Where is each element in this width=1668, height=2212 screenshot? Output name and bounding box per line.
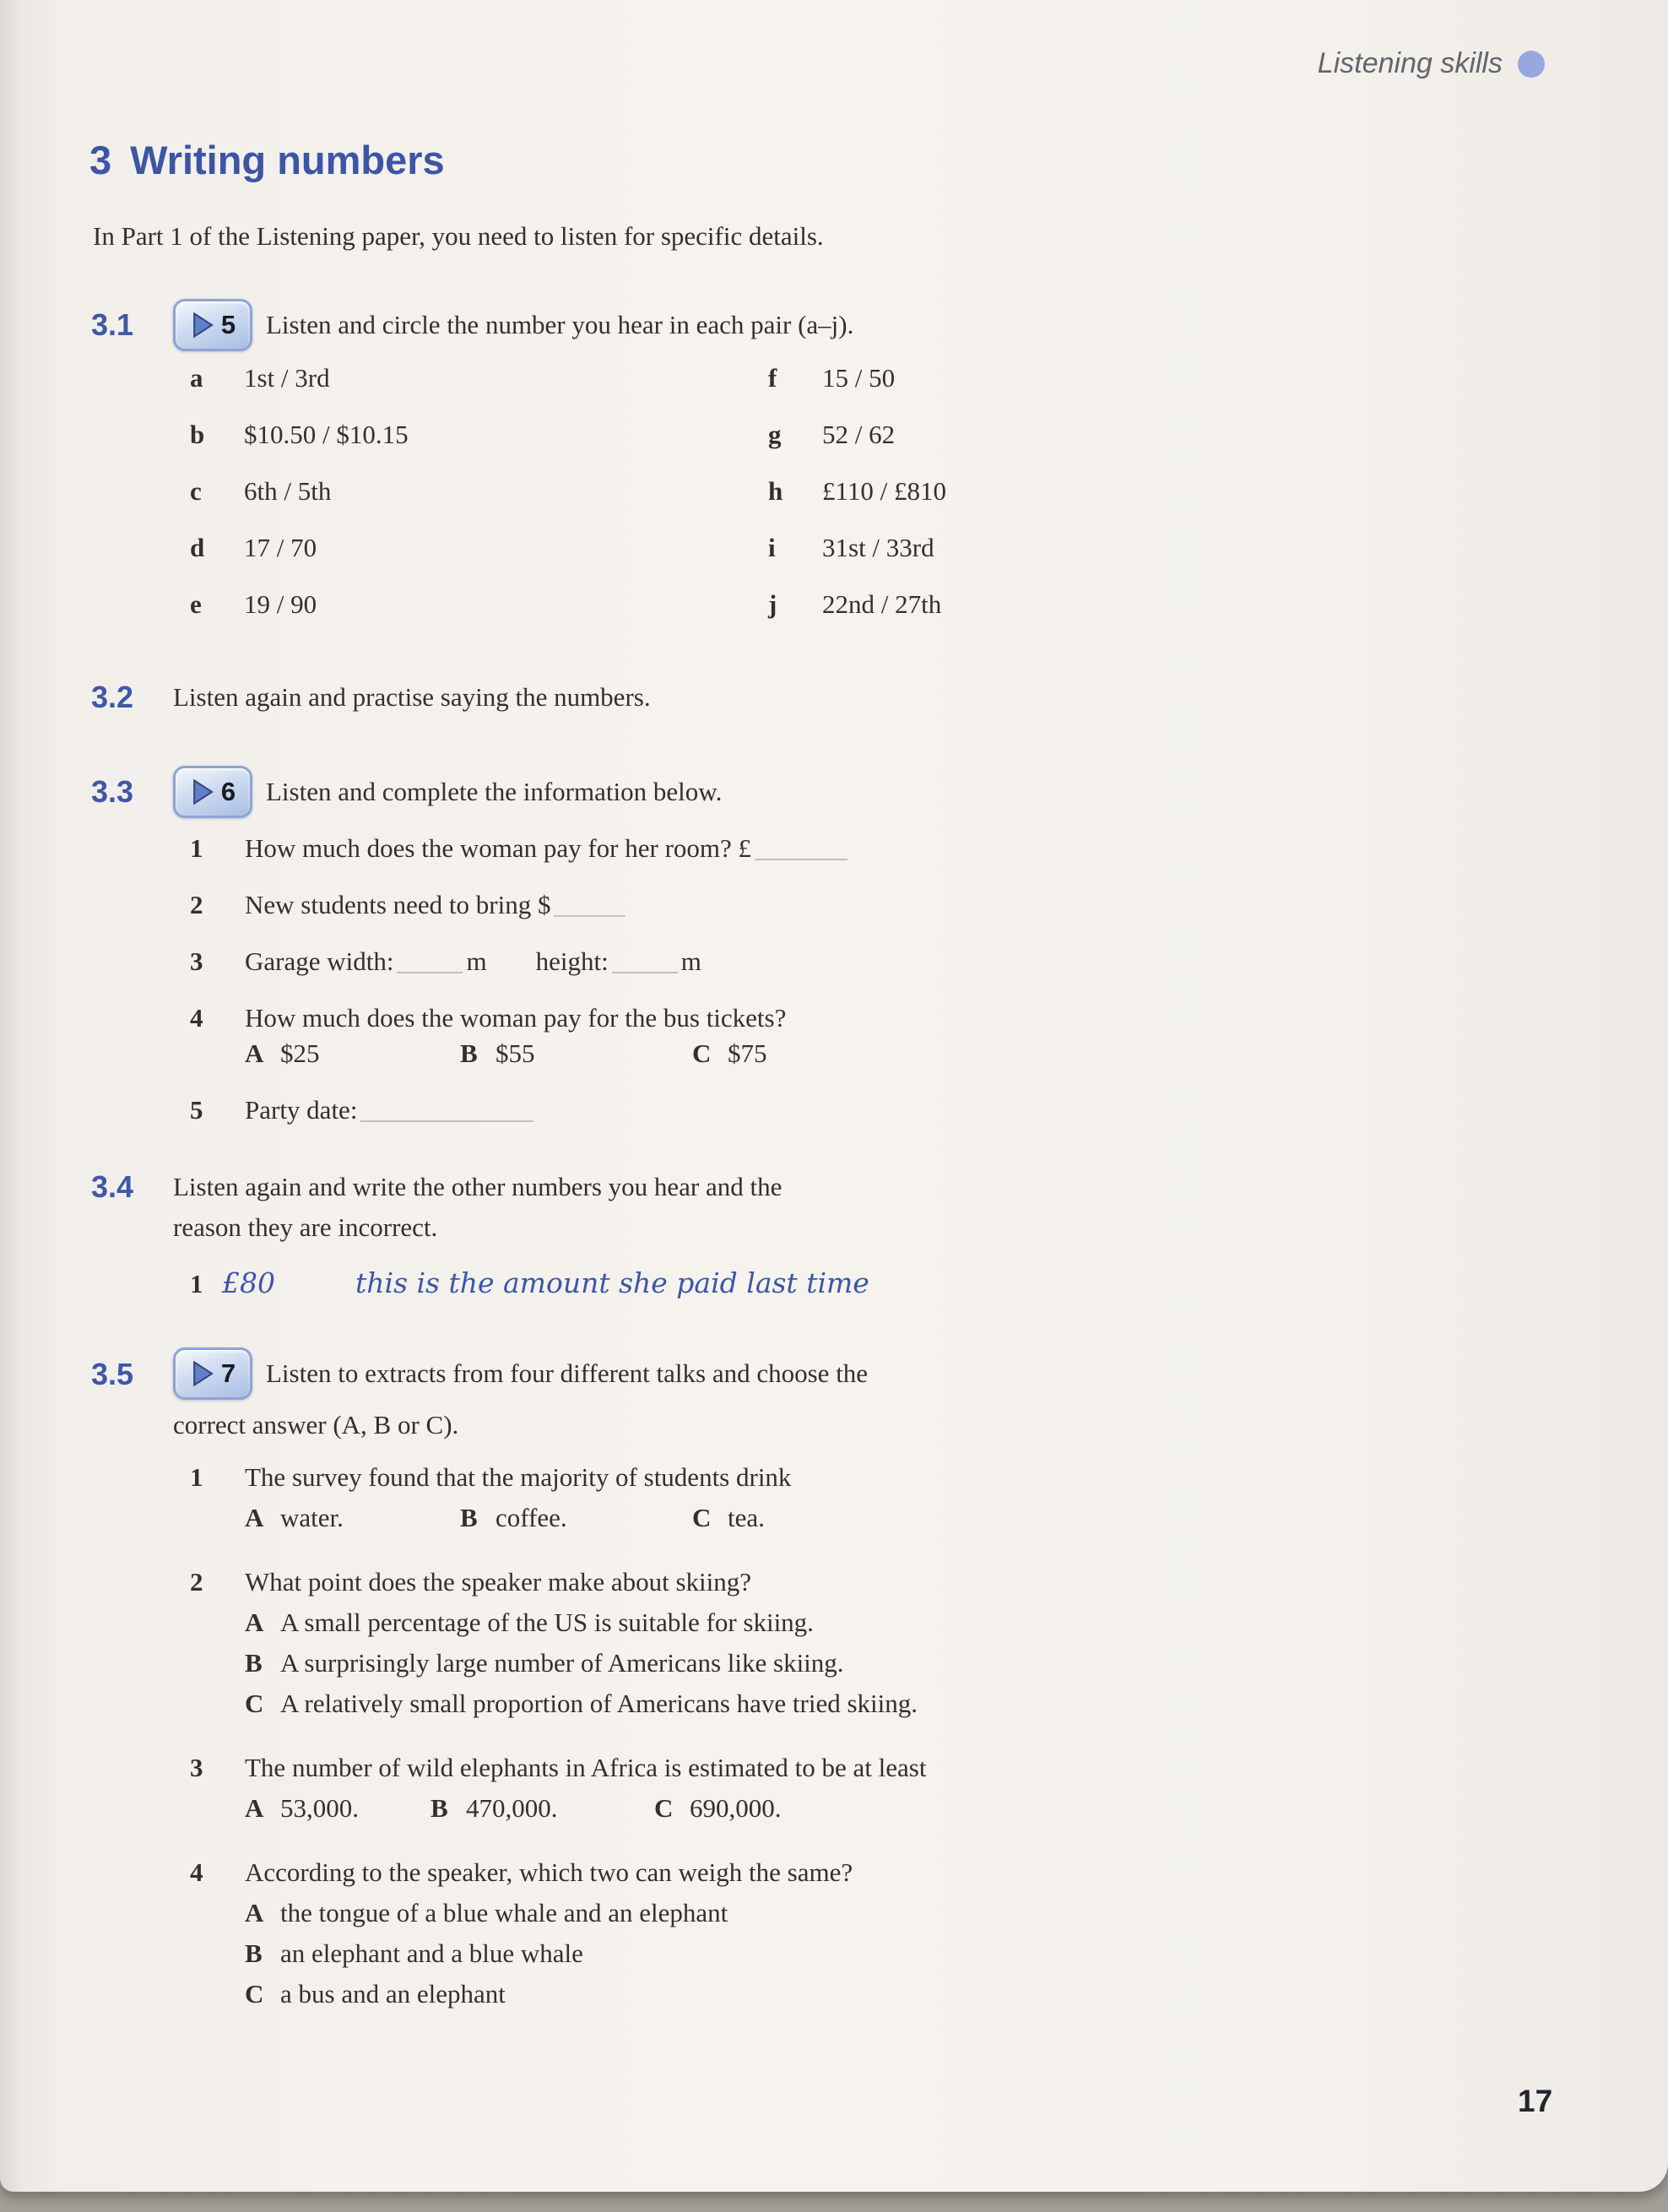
options-row — [245, 1498, 926, 1538]
option — [245, 1974, 926, 2014]
option — [654, 1788, 782, 1829]
pair-row — [190, 363, 1346, 420]
question-body — [245, 1852, 926, 2014]
chapter-dot-icon — [1518, 51, 1545, 78]
option — [245, 1933, 926, 1974]
exercise-number: 3.3 — [91, 774, 134, 809]
option-text: a bus and an elephant — [280, 1979, 506, 2009]
question-number: 1 — [190, 1462, 203, 1492]
exercise-3-5-header — [91, 1347, 868, 1445]
example-number: 1 — [190, 1269, 203, 1298]
pair-item — [190, 533, 768, 589]
option-text: tea. — [728, 1503, 765, 1532]
exercise-content — [173, 1167, 869, 1299]
answer-blank — [397, 950, 463, 973]
option — [460, 1036, 692, 1071]
pair-item — [768, 420, 1346, 476]
exercise-instruction-line2: reason they are incorrect. — [173, 1212, 438, 1242]
question-number: 2 — [190, 890, 203, 919]
question-text: Garage width: m height: m — [245, 946, 701, 976]
exercise-3-4 — [91, 1167, 869, 1299]
item-text: 17 / 70 — [244, 533, 317, 562]
question-number: 3 — [190, 1753, 203, 1782]
question-number: 3 — [190, 946, 203, 976]
question-body — [245, 1000, 851, 1071]
option-letter: C — [692, 1503, 712, 1532]
pair-item — [190, 476, 768, 533]
play-icon — [190, 312, 215, 339]
pair-row — [190, 533, 1346, 589]
question-text: The survey found that the majority of students drink — [245, 1462, 792, 1492]
exercise-instruction-line2: correct answer (A, B or C). — [173, 1410, 459, 1439]
track-number: 6 — [220, 777, 236, 806]
page-number: 17 — [1518, 2084, 1553, 2118]
pair-item — [768, 476, 1346, 533]
item-text: 1st / 3rd — [244, 363, 330, 393]
answer-blank — [755, 837, 848, 860]
question-text: What point does the speaker make about skiing? — [245, 1567, 752, 1597]
question-number: 2 — [190, 1567, 203, 1597]
audio-track-button — [173, 299, 252, 351]
item-letter: a — [190, 363, 203, 393]
pair-row — [190, 476, 1346, 533]
exercise-number: 3.5 — [91, 1357, 134, 1391]
option-letter: A — [245, 1898, 264, 1927]
question-text: The number of wild elephants in Africa is estimated to be at least — [245, 1753, 927, 1782]
pair-row — [190, 589, 1346, 646]
item-letter: d — [190, 533, 205, 562]
option-text: $55 — [496, 1038, 535, 1068]
question-body — [245, 1457, 926, 1538]
option-text: A relatively small proportion of Americans have tried skiing. — [280, 1689, 918, 1718]
instruction-line1-row — [173, 1347, 868, 1400]
item-text: £110 / £810 — [822, 476, 946, 506]
option-letter: B — [460, 1503, 478, 1532]
unit-number: 3 — [89, 138, 112, 182]
question-body — [245, 1562, 926, 1724]
question-item — [190, 1000, 851, 1071]
option — [692, 1036, 767, 1071]
question-item — [190, 887, 851, 923]
pair-row — [190, 420, 1346, 476]
example-note: this is the amount she paid last time — [355, 1266, 869, 1299]
intro-text: In Part 1 of the Listening paper, you need to listen for specific details. — [93, 221, 824, 251]
example-value: £80 — [222, 1266, 275, 1299]
question-item — [190, 944, 851, 979]
question-number: 5 — [190, 1095, 203, 1125]
option-text: 470,000. — [466, 1793, 558, 1823]
question-item — [190, 1457, 926, 1538]
option-letter: A — [245, 1038, 264, 1068]
pair-item — [190, 420, 768, 476]
option-text: coffee. — [496, 1503, 567, 1532]
question-text: Party date: — [245, 1092, 851, 1128]
question-item — [190, 1748, 926, 1829]
option-letter: A — [245, 1607, 264, 1637]
exercise-instruction-line1: Listen again and write the other numbers you hear and the — [173, 1172, 783, 1201]
option-text: the tongue of a blue whale and an elephant — [280, 1898, 728, 1927]
item-text: 15 / 50 — [822, 363, 896, 393]
question-body — [245, 1748, 926, 1829]
example-answer-row — [173, 1266, 869, 1299]
question-number: 4 — [190, 1857, 203, 1887]
option — [245, 1643, 926, 1683]
audio-track-button — [173, 766, 252, 818]
exercise-3-3-questions — [190, 831, 851, 1149]
options-row — [245, 1036, 851, 1071]
exercise-instruction: Listen and circle the number you hear in each pair (a–j). — [266, 310, 854, 339]
option-text: 690,000. — [690, 1793, 782, 1823]
option-letter: B — [245, 1648, 263, 1678]
option-text: $25 — [280, 1038, 320, 1068]
exercise-instruction: Listen and complete the information below. — [266, 777, 723, 806]
number-pairs-list — [190, 363, 1346, 646]
item-letter: g — [768, 420, 782, 449]
option-letter: A — [245, 1503, 264, 1532]
question-number: 1 — [190, 833, 203, 863]
item-letter: j — [768, 589, 777, 619]
option — [245, 1788, 431, 1829]
question-item — [190, 1562, 926, 1724]
option — [245, 1683, 926, 1724]
exercise-3-5-questions — [190, 1457, 926, 2038]
pair-item — [768, 589, 1346, 646]
option-letter: C — [245, 1979, 264, 2009]
option-text: A small percentage of the US is suitable for skiing. — [280, 1607, 814, 1637]
option-text: 53,000. — [280, 1793, 359, 1823]
option-letter: B — [460, 1038, 478, 1068]
page-header — [1318, 47, 1545, 80]
exercise-3-2-header — [91, 679, 651, 716]
item-text: 52 / 62 — [822, 420, 896, 449]
option — [245, 1602, 926, 1643]
item-letter: e — [190, 589, 202, 619]
options-row — [245, 1788, 926, 1829]
option-text: an elephant and a blue whale — [280, 1938, 583, 1968]
option — [245, 1036, 460, 1071]
question-number: 4 — [190, 1003, 203, 1033]
audio-track-button — [173, 1347, 252, 1400]
option — [245, 1893, 926, 1933]
track-number: 5 — [220, 310, 236, 339]
option-letter: C — [245, 1689, 264, 1718]
item-text: 22nd / 27th — [822, 589, 942, 619]
item-text: 31st / 33rd — [822, 533, 934, 562]
exercise-instruction: Listen again and practise saying the numbers. — [173, 682, 651, 712]
question-item — [190, 1852, 926, 2014]
pair-item — [768, 533, 1346, 589]
option — [431, 1788, 654, 1829]
exercise-number: 3.4 — [91, 1169, 134, 1204]
track-number: 7 — [220, 1358, 236, 1388]
item-letter: c — [190, 476, 202, 506]
answer-blank — [360, 1098, 533, 1122]
option-letter: C — [654, 1793, 674, 1823]
play-icon — [190, 778, 215, 805]
answer-blank — [554, 893, 626, 917]
item-letter: f — [768, 363, 777, 393]
question-item — [190, 831, 851, 866]
option-letter: B — [245, 1938, 263, 1968]
question-text: How much does the woman pay for the bus tickets? — [245, 1003, 787, 1033]
exercise-3-3-header — [91, 764, 722, 820]
pair-item — [190, 363, 768, 420]
exercise-content — [173, 1347, 868, 1445]
question-text: New students need to bring $ — [245, 887, 851, 923]
question-text: How much does the woman pay for her room? £ — [245, 831, 851, 866]
option-text: water. — [280, 1503, 344, 1532]
question-item — [190, 1092, 851, 1128]
item-text: $10.50 / $10.15 — [244, 420, 409, 449]
option — [460, 1498, 692, 1538]
exercise-number: 3.1 — [91, 307, 134, 342]
answer-blank — [612, 950, 678, 973]
item-letter: h — [768, 476, 783, 506]
exercise-3-1-header — [91, 297, 853, 353]
item-text: 6th / 5th — [244, 476, 332, 506]
question-text: According to the speaker, which two can weigh the same? — [245, 1857, 853, 1887]
item-text: 19 / 90 — [244, 589, 317, 619]
option-letter: B — [431, 1793, 448, 1823]
option-text: $75 — [728, 1038, 767, 1068]
chapter-label: Listening skills — [1317, 47, 1503, 79]
unit-title-text: Writing numbers — [130, 138, 445, 182]
play-icon — [190, 1360, 215, 1387]
page-title — [89, 137, 445, 183]
option-text: A surprisingly large number of Americans like skiing. — [280, 1648, 844, 1678]
item-letter: b — [190, 420, 205, 449]
option — [692, 1498, 765, 1538]
item-letter: i — [768, 533, 776, 562]
option-letter: C — [692, 1038, 712, 1068]
option-letter: A — [245, 1793, 264, 1823]
pair-item — [768, 363, 1346, 420]
option — [245, 1498, 460, 1538]
exercise-number: 3.2 — [91, 680, 134, 714]
pair-item — [190, 589, 768, 646]
exercise-instruction-line1: Listen to extracts from four different talks and choose the — [266, 1358, 869, 1388]
